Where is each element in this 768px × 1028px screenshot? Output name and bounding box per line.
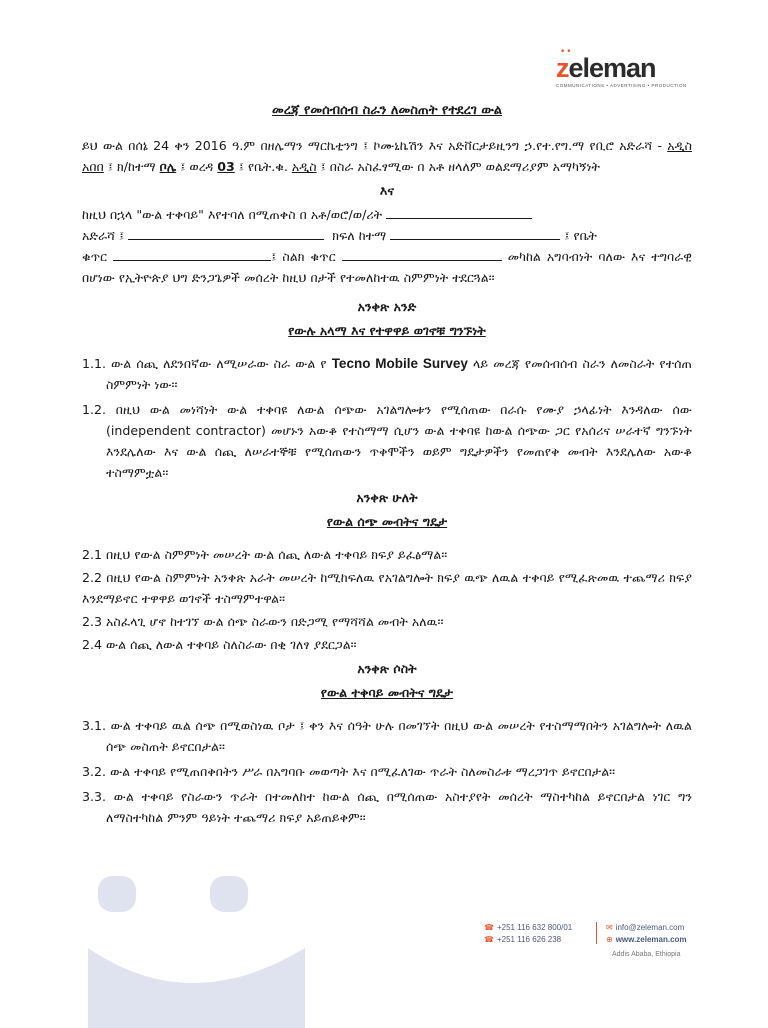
subcity-label: ክፍለ ከተማ: [332, 228, 387, 243]
footer-phones: [484, 922, 572, 946]
list-item: [82, 567, 692, 609]
globe-icon: ⊕: [606, 935, 613, 944]
item-text: ውል ተቀባይ የሚጠበቅበትን ሥራ በአግባቡ መወጣት እና በሚፈለገው ጥራት ስለመስራቱ ማረጋገጥ ይኖርበታል፡፡: [110, 764, 616, 779]
email-icon: ✉: [606, 923, 613, 932]
phone-icon: ☎: [484, 935, 494, 944]
document-title: መረጃ የመሰብሰብ ስራን ለመስጠት የተደረገ ውል: [271, 103, 503, 118]
section-2-heading: አንቀጽ ሁለት: [356, 490, 418, 505]
logo-tagline: COMMUNICATIONS • ADVERTISING • PRODUCTION: [556, 83, 687, 88]
list-item: [82, 399, 692, 483]
list-item: [82, 786, 692, 828]
party2-line1: ከዚህ በኋላ "ውል ተቀባይ" እየተባለ በሚጠቀስ በ አቶ/ወሮ/ወ/ሪት: [82, 207, 383, 222]
intro-text: ፤ በስራ አስፈፃሚው በ አቶ ዘላለም ወልደማሪያም አማካኝነት: [316, 159, 601, 174]
logo-z-letter: z: [556, 53, 569, 83]
phone-label: ፤ ስልክ ቁጥር: [271, 249, 336, 264]
party2-tail: መካከል አግባብነት ባለው እና ተግባራዊ በሆነው የኢትዮጵያ ህግ ድንጋጌዎች መሰረት ከዚህ በታች የተመለከተዉ ስምምነት ተደርጓል፡፡: [82, 249, 692, 285]
list-item: [82, 611, 692, 632]
brand-name: Tecno Mobile Survey: [331, 356, 468, 371]
item-text: አስፈላጊ ሆኖ ከተገኘ ውል ሰጭ ስራውን በድጋሚ የማሻሻል መብት አለዉ፡፡: [106, 614, 444, 629]
watermark-smile-icon: [80, 868, 310, 1028]
item-text: በዚህ የውል ስምምነት መሠረት ውል ሰጪ ለውል ተቀባይ ክፍያ ይፈፅማል፡፡: [106, 547, 448, 562]
name-blank-field[interactable]: [386, 206, 532, 219]
footer-website[interactable]: www.zeleman.com: [615, 935, 687, 944]
logo-wordmark: [556, 54, 686, 82]
intro-house: አዲስ: [291, 159, 317, 174]
phone-blank-field[interactable]: [342, 248, 502, 261]
and-label: እና: [379, 183, 395, 198]
item-text: ውል ሰጪ ለውል ተቀባይ ስለስራው በቂ ገለፃ ያደርጋል፡፡: [106, 637, 357, 652]
section-1-heading: አንቀጽ አንድ: [357, 299, 417, 314]
list-item: [82, 715, 692, 757]
item-number: 2.3: [82, 614, 103, 629]
footer-email[interactable]: info@zeleman.com: [615, 923, 685, 932]
section-3-subheading: የውል ተቀባይ መብትና ግዴታ: [320, 685, 454, 700]
intro-subcity: ቦሌ: [159, 159, 177, 174]
address-blank-field[interactable]: [128, 227, 324, 240]
logo-rest: eleman: [568, 53, 656, 83]
list-item: [82, 353, 692, 395]
footer-divider: [596, 922, 597, 944]
intro-paragraph: [82, 135, 692, 177]
section-1-subheading: የውሉ አላማ እና የተዋዋይ ወገኖቹ ግንኙነት: [288, 323, 486, 338]
item-text: ላይ መረጃ የመሰብሰብ ስራን ለመስራት የተሰጠ ስምምነት ነው፡፡: [106, 356, 692, 392]
intro-woreda: 03: [217, 159, 235, 174]
zeleman-logo: [556, 47, 687, 88]
phone-icon: ☎: [484, 923, 494, 932]
house-number-label: ቁጥር: [82, 249, 108, 264]
list-item: [82, 544, 692, 565]
list-item: [82, 761, 692, 782]
item-text: ውል ተቀባይ የስራውን ጥራት በተመለከተ ከውል ሰጪ በሚሰጠው አስተያየት መሰረት ማስተካከል ይኖርበታል ነገር ግን ለማስተካከል ምንም ዓይነት ተጨማሪ ክፍያ አይጠይቅም፡፡: [106, 789, 692, 825]
phone-2: +251 116 626 238: [496, 935, 562, 944]
logo-dots-icon: ••: [560, 47, 573, 57]
party2-paragraph: [82, 204, 692, 288]
section-2-subheading: የውል ሰጭ መብትና ግዴታ: [326, 514, 448, 529]
item-text: ውል ተቀባይ ዉል ሰጭ በሚወስነዉ ቦታ ፤ ቀን እና ሰዓት ሁሉ በመገኘት በዚህ ውል መሠረት የተስማማበትን አገልግሎት ለዉል ሰጭ መስጠት ይኖርበታል፡፡: [106, 718, 692, 754]
item-number: 2.1: [82, 547, 103, 562]
item-number: 3.1.: [82, 718, 107, 733]
intro-text: ፤ የቤት.ቁ.: [234, 159, 292, 174]
footer-address: Addis Ababa, Ethiopia: [612, 951, 681, 958]
phone-1: +251 116 632 800/01: [496, 923, 573, 932]
item-number: 1.2.: [82, 402, 107, 417]
intro-text: ፤ ወረዳ: [176, 159, 218, 174]
footer-web: [606, 922, 687, 946]
subcity-blank-field[interactable]: [390, 227, 560, 240]
item-text: በዚህ ውል መነሻነት ውል ተቀባዩ ለውል ሰጭው አገልግሎቱን የሚሰጠው በራሱ የሙያ ኃላፊነት እንዳለው ሰው (independent contractor) መሆኑን አውቆ የተስማማ ሲሆን ውል ተቀባዩ ከውል ሰጭው ጋር የአሰሪና ሠራተኛ ግንኙነት እንደሌለው እና ውል ሰጪ ለሠራተኞቹ የሚሰጠውን ጥቅሞችን ወይም ግዴታዎችን የመጠየቅ መብት እንደሌለው አውቆ ተስማምቷል፡፡: [106, 402, 692, 480]
section-3-heading: አንቀጽ ሶስት: [357, 661, 417, 676]
item-text: ውል ሰጪ ለደንበኛው ለሚሠራው ስራ ውል የ: [111, 356, 332, 371]
list-item: [82, 634, 692, 655]
item-number: 3.2.: [82, 764, 107, 779]
item-number: 3.3.: [82, 789, 107, 804]
intro-city: አዲስ አበበ: [82, 138, 692, 174]
intro-text: ፤ ክ/ከተማ: [103, 159, 160, 174]
document-body: [82, 100, 692, 832]
item-number: 2.4: [82, 637, 103, 652]
item-text: በዚህ የውል ስምምነት አንቀጽ አራት መሠረት ከሚከፍለዉ የአገልግሎት ክፍያ ዉጭ ለዉል ተቀባይ የሚፈጽመዉ ተጨማሪ ክፍያ እንደማይኖር ተዋዋይ ወገኖች ተስማምተዋል፡፡: [82, 570, 692, 606]
item-number: 2.2: [82, 570, 103, 585]
house-label: ፤ የቤት: [564, 228, 597, 243]
item-number: 1.1.: [82, 356, 107, 371]
address-label: አድራሻ ፤: [82, 228, 125, 243]
footer-contacts: [484, 922, 724, 972]
house-blank-field[interactable]: [113, 248, 271, 261]
intro-text: ይህ ውል በሰኔ 24 ቀን 2016 ዓ.ም በዘሌማን ማርኬቲንግ ፤ ኮሙኒኬሽን እና አድቨርታይዚንግ ኃ.የተ.የግ.ማ የቢሮ አድራሻ -: [82, 138, 668, 153]
